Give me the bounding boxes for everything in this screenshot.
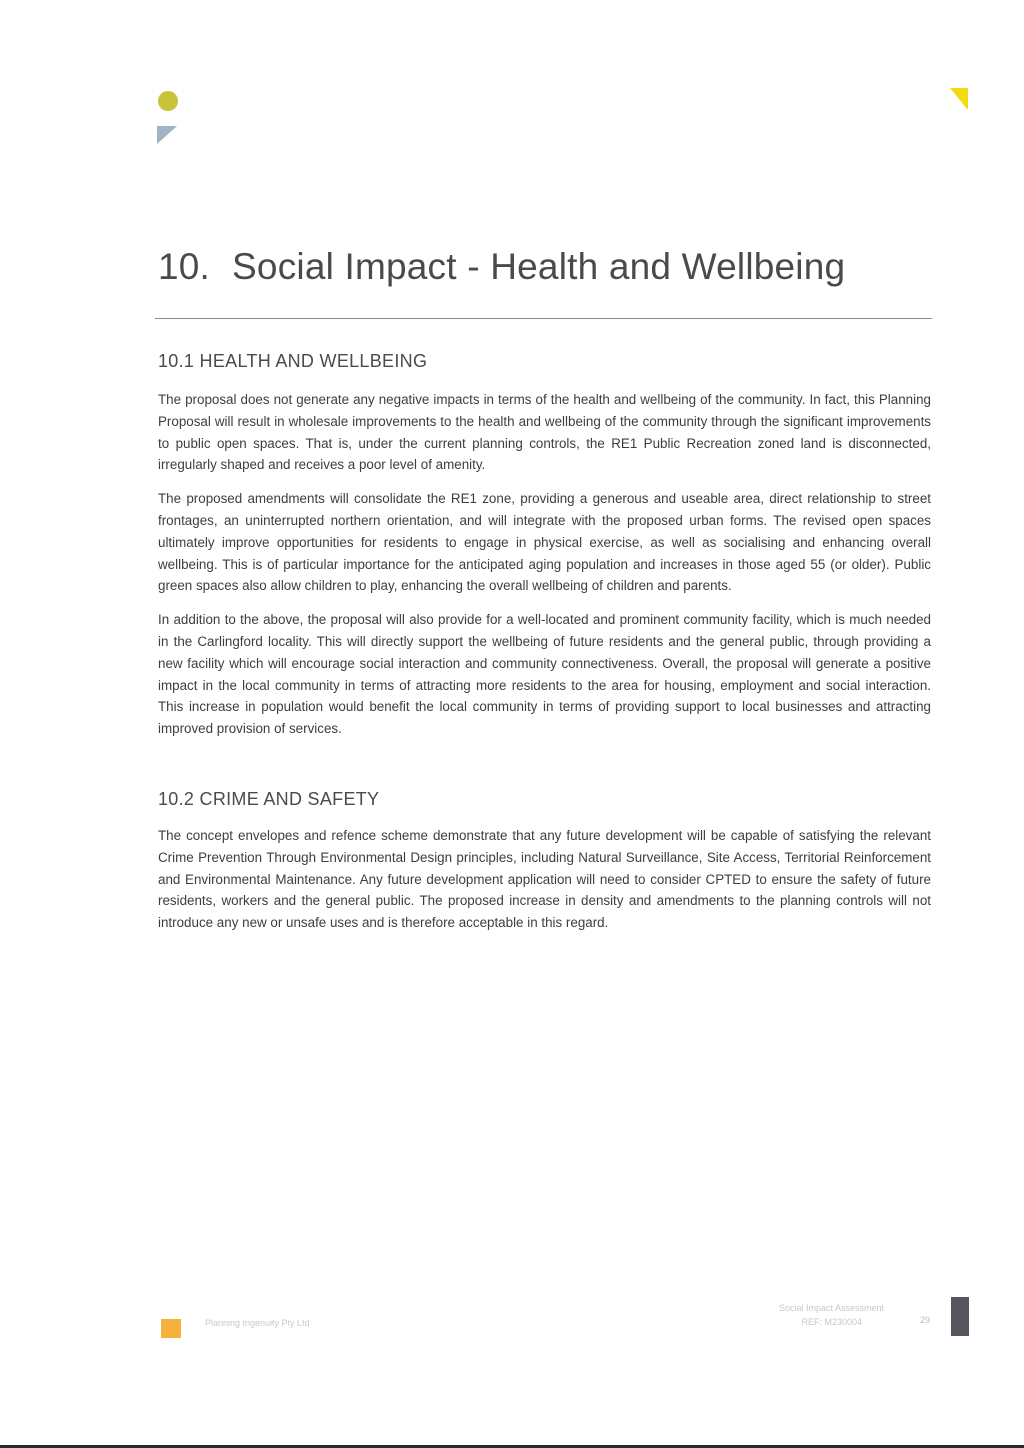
decorative-corner-triangle-icon bbox=[950, 88, 968, 110]
footer-document-title: Social Impact Assessment bbox=[778, 1303, 884, 1313]
paragraph: The proposal does not generate any negative impacts in terms of the health and wellbeing of the community. In fact, this Planning Proposal will result in wholesale improvements to the health and wellbeing of the community through the significant improvements to public open spaces. That is, under the current planning controls, the RE1 Public Recreation zoned land is disconnected, irregularly shaped and receives a poor level of amenity. bbox=[158, 392, 931, 473]
footer-logo-square-icon bbox=[161, 1319, 181, 1338]
footer-document-info bbox=[779, 1301, 884, 1329]
title-divider bbox=[155, 318, 932, 319]
section-heading: 10.1 HEALTH AND WELLBEING bbox=[158, 351, 428, 371]
chapter-number: 10. bbox=[158, 246, 211, 287]
page-number: 29 bbox=[920, 1315, 931, 1325]
chapter-title-text: Social Impact - Health and Wellbeing bbox=[232, 246, 846, 287]
section-heading: 10.2 CRIME AND SAFETY bbox=[158, 789, 380, 809]
footer-company-name: Planning Ingenuity Pty Ltd bbox=[205, 1318, 310, 1328]
paragraph: The proposed amendments will consolidate the RE1 zone, providing a generous and useable area, direct relationship to street frontages, an uninterrupted northern orientation, and will integrate with the proposed urban forms. The revised open spaces ultimately improve opportunities for residents to engage in physical exercise, as well as socialising and enhancing overall wellbeing. This is of particular importance for the anticipated aging population and increases in those aged 55 (or older). Public green spaces also allow children to play, enhancing the overall wellbeing of children and parents. bbox=[158, 491, 931, 594]
decorative-triangle-icon bbox=[157, 126, 177, 144]
footer-marker-bar bbox=[951, 1297, 969, 1336]
decorative-circle-icon bbox=[158, 91, 178, 111]
paragraph: In addition to the above, the proposal will also provide for a well-located and prominent community facility, which is much needed in the Carlingford locality. This will directly support the wellbeing of future residents and the general public, through providing a new facility which will encourage social interaction and community connectiveness. Overall, the proposal will generate a positive impact in the local community in terms of attracting more residents to the area for housing, employment and social interaction. This increase in population would benefit the local community in terms of providing support to local businesses and attracting improved provision of services. bbox=[158, 612, 931, 737]
section-health-wellbeing bbox=[158, 351, 931, 740]
footer-reference: REF: M230004 bbox=[801, 1317, 862, 1327]
section-crime-safety bbox=[158, 789, 931, 934]
paragraph: The concept envelopes and refence scheme demonstrate that any future development will be capable of satisfying the relevant Crime Prevention Through Environmental Design principles, including Natural Surveillance, Site Access, Territorial Reinforcement and Environmental Maintenance. Any future development application will need to consider CPTED to ensure the safety of future residents, workers and the general public. The proposed increase in density and amendments to the planning controls will not introduce any new or unsafe uses and is therefore acceptable in this regard. bbox=[158, 828, 931, 931]
page-title bbox=[158, 246, 845, 288]
